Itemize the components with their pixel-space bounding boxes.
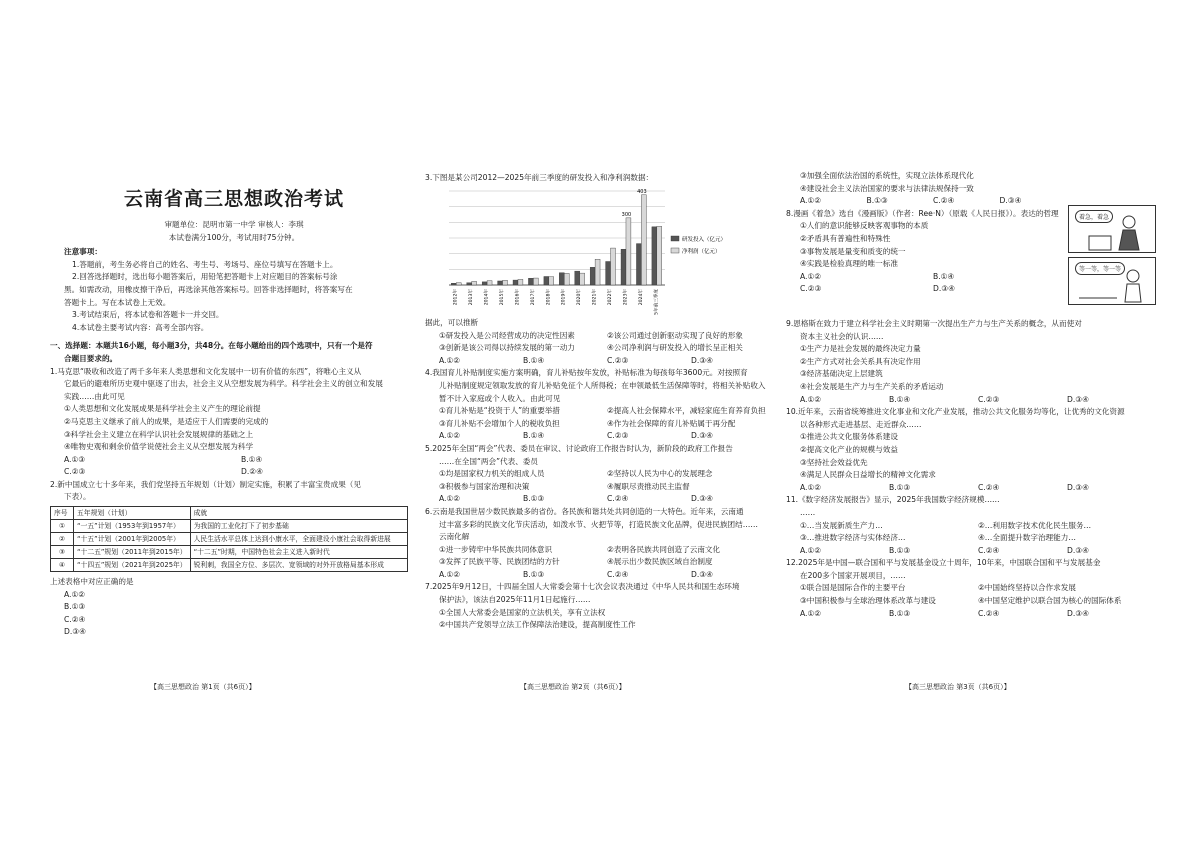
question-text: 5.2025年全国“两会”代表、委员在审议、讨论政府工作报告时认为，新阶段的政府工作报告 — [425, 443, 733, 453]
question-5 — [425, 443, 775, 506]
choice-item: ④作为社会保障的育儿补贴属于再分配 — [607, 418, 736, 428]
choice-item: ④…全面提升数字治理能力… — [978, 533, 1076, 543]
option-d: D.③④ — [1067, 394, 1089, 404]
question-text: …… — [800, 507, 816, 517]
table-cell: 为我国的工业化打下了初步基础 — [190, 520, 407, 533]
question-text: 资本主义社会的认识…… — [800, 331, 884, 341]
choice-row — [786, 582, 1156, 595]
choice-row — [425, 405, 775, 418]
question-text: ……在全国“两会”代表、委员 — [439, 456, 538, 466]
option-c: C.②③ — [607, 355, 629, 365]
choice-item: ①…当发展新质生产力… — [800, 520, 883, 530]
table-header: 成就 — [190, 507, 407, 520]
page-footer-2: 【高三思想政治 第2页（共6页）】 — [520, 683, 626, 691]
question-text: 7.2025年9月12日，十四届全国人大常委会第十七次会议表决通过《中华人民共和国生态环境 — [425, 582, 740, 592]
option-b: B.①③ — [889, 482, 911, 492]
choice-item: ④公司净利润与研发投入的增长呈正相关 — [607, 343, 743, 353]
choice-item: ③发挥了民族平等、民族团结的方针 — [439, 557, 560, 567]
bar — [513, 280, 518, 285]
choice-item: ②…利用数字技术优化民生服务… — [978, 520, 1092, 530]
tick-label: 2025年前三季度 — [654, 289, 660, 315]
question-text: 在200多个国家开展项目，…… — [800, 570, 906, 580]
bar — [544, 276, 549, 285]
table-row — [51, 520, 408, 533]
section-heading: 一、选择题：本题共16小题，每小题3分，共48分。在每小题给出的四个选项中，只有一个是符 — [50, 341, 373, 351]
choice-item: ②矛盾具有普遍性和特殊性 — [800, 233, 891, 243]
option-a: A.①② — [800, 196, 822, 206]
option-b: B.①③ — [866, 196, 888, 206]
bar — [451, 283, 456, 285]
question-8 — [786, 208, 1066, 296]
answer-options — [425, 430, 775, 443]
option-c: C.②③ — [64, 467, 86, 477]
question-stem: 上述表格中对应正确的是 — [50, 577, 134, 587]
option-c: C.②④ — [607, 494, 629, 504]
choice-row — [786, 532, 1156, 545]
tick-label: 2013年 — [469, 289, 475, 306]
choice-row — [425, 342, 775, 355]
exam-meta: 审题单位：昆明市第一中学 审核人：李琪 — [164, 220, 304, 229]
bar — [595, 259, 600, 285]
notice-item: 3.考试结束后，将本试卷和答题卡一并交回。 — [72, 310, 224, 320]
speech-bubble: 等一等，等一等 — [1075, 262, 1125, 275]
option-d: D.③④ — [691, 355, 713, 365]
answer-options — [425, 355, 775, 368]
question-text: 暂不计入家庭或个人收入。由此可见 — [439, 393, 561, 403]
notice-heading: 注意事项： — [64, 247, 102, 257]
five-year-plan-table — [50, 506, 408, 572]
choice-row — [425, 468, 775, 481]
table-cell: ④ — [51, 559, 74, 572]
choice-item: ②生产方式对社会关系具有决定作用 — [800, 356, 921, 366]
bar — [528, 278, 533, 285]
page-footer-3: 【高三思想政治 第3页（共6页）】 — [905, 683, 1011, 691]
question-2 — [50, 479, 418, 639]
question-7 — [425, 581, 775, 631]
question-text: 下表）。 — [64, 492, 91, 502]
choice-item: ④唯物史观和剩余价值学说使社会主义从空想发展为科学 — [64, 442, 254, 452]
choice-item: ④中国坚定维护以联合国为核心的国际体系 — [978, 596, 1122, 606]
bar — [580, 273, 585, 285]
question-9 — [786, 318, 1156, 406]
tick-label: 2015年 — [500, 289, 505, 306]
choice-item: ④满足人民群众日益增长的精神文化需求 — [800, 470, 936, 480]
option-a: A.①② — [800, 271, 822, 281]
bar — [636, 244, 641, 285]
table-cell: 人民生活水平总体上达到小康水平，全面建设小康社会取得新进展 — [190, 533, 407, 546]
bar — [606, 262, 611, 286]
choice-item: ②中国共产党领导立法工作保障法治建设，提高制度性工作 — [439, 620, 636, 630]
table-header: 序号 — [51, 507, 74, 520]
choice-row — [425, 544, 775, 557]
choice-item: ②表明各民族共同创造了云南文化 — [607, 544, 721, 554]
option-a: A.①② — [439, 355, 461, 365]
answer-options — [786, 394, 1156, 407]
notice-item: 2.回答选择题时，选出每小题答案后，用铅笔把答题卡上对应题目的答案标号涂 — [72, 272, 338, 282]
option-d: D.③④ — [691, 494, 713, 504]
tick-label: 2020年 — [577, 289, 583, 306]
notice-item: 1.答题前，考生务必将自己的姓名、考生号、考场号、座位号填写在答题卡上。 — [72, 259, 338, 269]
choice-item: ②坚持以人民为中心的发展理念 — [607, 469, 713, 479]
question-text: 10.近年来，云南省统筹推进文化事业和文化产业发展，推动公共文化服务均等化，让优秀的文化资源 — [786, 407, 1125, 417]
option-a: A.①③ — [64, 454, 86, 464]
table-cell: “十四五”规划（2021年到2025年） — [74, 559, 191, 572]
exam-title: 云南省高三思想政治考试 — [123, 188, 344, 210]
choice-row — [425, 556, 775, 569]
option-c: C.②③ — [978, 394, 1000, 404]
answer-options — [786, 283, 1066, 296]
table-cell: “十二五”时期，中国特色社会主义进入新时代 — [190, 546, 407, 559]
answer-options — [425, 493, 775, 506]
option-d: D.②④ — [241, 467, 263, 477]
choice-item: ②马克思主义继承了前人的成果，是适应于人们需要的完成的 — [64, 416, 269, 426]
notice-item: 黑。如需改动，用橡皮擦干净后，再选涂其他答案标号。回答非选择题时，将答案写在 — [64, 284, 353, 294]
choice-item: ①均是国家权力机关的组成人员 — [439, 469, 545, 479]
question-text: 6.云南是我国世居少数民族最多的省份。各民族和谐共处共同创造的一大特色。近年来，云南通 — [425, 506, 744, 516]
option-c: C.②④ — [978, 545, 1000, 555]
notice-item: 答题卡上。写在本试卷上无效。 — [64, 297, 171, 307]
option-a: A.①② — [800, 482, 822, 492]
table-header: 五年规划（计划） — [74, 507, 191, 520]
choice-item: ③坚持社会效益优先 — [800, 457, 868, 467]
bar — [626, 218, 631, 285]
question-text: 云南化解 — [439, 532, 470, 542]
question-text: 保护法》，该法自2025年11月1日起施行…… — [439, 595, 591, 605]
option-a: A.①② — [439, 569, 461, 579]
notice-item: 4.本试卷主要考试内容：高考全部内容。 — [72, 322, 209, 332]
answer-options — [786, 271, 1066, 284]
option-b: B.①④ — [523, 431, 545, 441]
bar — [549, 277, 554, 285]
tick-label: 2019年 — [561, 289, 567, 306]
option-a: A.①② — [64, 589, 86, 599]
choice-item: ①人类思想和文化发展成果是科学社会主义产生的理论前提 — [64, 404, 261, 414]
bar — [641, 195, 646, 285]
rd-profit-chart — [435, 185, 745, 315]
option-b: B.①③ — [889, 545, 911, 555]
option-b: B.①③ — [64, 602, 86, 612]
bar — [611, 248, 616, 285]
choice-item: ④履职尽责推动民主监督 — [607, 481, 690, 491]
bar — [590, 267, 595, 285]
bar — [564, 273, 569, 285]
chart-svg — [435, 185, 745, 315]
tick-label: 2014年 — [484, 289, 490, 306]
question-text: 儿补贴制度规定领取发放的育儿补贴免征个人所得税；在申领最低生活保障等时，将相关补贴收入 — [439, 380, 766, 390]
option-d: D.③④ — [1067, 545, 1089, 555]
question-11 — [786, 494, 1156, 557]
question-4 — [425, 367, 775, 443]
notice-list — [50, 259, 418, 335]
legend-swatch — [671, 236, 679, 241]
answer-options — [50, 466, 418, 479]
table-cell: 锐利刺，我国全方位、多层次、宽领域的对外开放格局基本形成 — [190, 559, 407, 572]
option-c: C.②④ — [607, 569, 629, 579]
speech-bubble: 着急，着急 — [1075, 210, 1113, 223]
answer-options — [425, 569, 775, 582]
answer-options — [786, 545, 1156, 558]
table-row — [51, 546, 408, 559]
question-6 — [425, 506, 775, 582]
bar — [456, 283, 461, 285]
choice-item: ②提高人社会保障水平，减轻家庭生育养育负担 — [607, 406, 766, 416]
bar — [533, 278, 538, 285]
question-stem: 据此，可以推断 — [425, 318, 479, 327]
option-c: C.②③ — [800, 284, 822, 294]
bar — [498, 281, 503, 285]
choice-item: ①全国人大常委会是国家的立法机关，享有立法权 — [439, 607, 606, 617]
cartoon-illustration — [1068, 205, 1156, 305]
tick-label: 2018年 — [546, 289, 552, 306]
choice-item: ②提高文化产业的规模与效益 — [800, 444, 898, 454]
choice-item: ③创新是该公司得以持续发展的第一动力 — [439, 343, 575, 353]
bar — [575, 271, 580, 285]
bar — [621, 249, 626, 285]
question-text: 它最后的避难所历史观中驱逐了出去，社会主义从空想发展为科学。科学社会主义的创立和发展 — [64, 379, 383, 389]
bar — [487, 281, 492, 285]
choice-item: ①推进公共文化服务体系建设 — [800, 432, 898, 442]
option-b: B.①④ — [933, 271, 955, 281]
choice-item: ④建设社会主义法治国家的要求与法律法规保持一致 — [800, 183, 974, 193]
choice-item: ③…推进数字经济与实体经济… — [800, 533, 906, 543]
option-c: C.②④ — [978, 482, 1000, 492]
tick-label: 2017年 — [530, 289, 536, 306]
option-b: B.①③ — [889, 608, 911, 618]
choice-item: ①联合国是国际合作的主要平台 — [800, 583, 906, 593]
choice-item: ④实践是检验真理的唯一标准 — [800, 259, 898, 269]
option-d: D.③④ — [691, 431, 713, 441]
tick-label: 2022年 — [608, 289, 613, 306]
choice-item: ④展示出少数民族区域自治制度 — [607, 557, 713, 567]
legend-swatch — [671, 248, 679, 253]
choice-row — [425, 418, 775, 431]
question-text: 4.我国育儿补贴制度实施方案明确，育儿补贴按年发放，补贴标准为每孩每年3600元。对按照育 — [425, 368, 748, 378]
bar — [518, 279, 523, 285]
option-b: B.①③ — [523, 569, 545, 579]
choice-item: ①生产力是社会发展的最终决定力量 — [800, 344, 921, 354]
choice-item: ①育儿补贴是“投资于人”的重要举措 — [439, 406, 560, 416]
option-a: A.①② — [439, 431, 461, 441]
table-cell: “十五”计划（2001年到2005年） — [74, 533, 191, 546]
data-label: 300 — [621, 211, 632, 218]
answer-options — [786, 482, 1156, 495]
table-cell: ③ — [51, 546, 74, 559]
choice-item: ③科学社会主义建立在科学认识社会发展规律的基础之上 — [64, 429, 254, 439]
option-c: C.②④ — [978, 608, 1000, 618]
option-b: B.①④ — [523, 355, 545, 365]
option-a: A.①② — [800, 394, 822, 404]
question-text: 2.新中国成立七十多年来，我们党坚持五年规划（计划）制定实施，积累了丰富宝贵成果（见 — [50, 479, 361, 489]
choice-item: ①人们的意识能够反映客观事物的本质 — [800, 221, 929, 231]
option-a: A.①② — [800, 608, 822, 618]
option-b: B.①④ — [889, 394, 911, 404]
option-d: D.③④ — [999, 196, 1022, 206]
option-c: C.②④ — [64, 614, 86, 624]
legend-label: 研发投入（亿元） — [682, 237, 727, 243]
option-d: D.③④ — [691, 569, 713, 579]
choice-item: ③事物发展是量变和质变的统一 — [800, 246, 906, 256]
bar — [467, 283, 472, 285]
choice-item: ③加强全面依法治国的系统性，实现立法体系现代化 — [800, 171, 974, 180]
question-text: 过丰富多彩的民族文化节庆活动，如泼水节、火把节等，打造民族文化品牌，促进民族团结…… — [439, 519, 758, 529]
bar — [482, 282, 487, 285]
table-cell: “一五”计划（1953年到1957年） — [74, 520, 191, 533]
choice-item: ③积极参与国家治理和决策 — [439, 481, 530, 491]
bar — [472, 281, 477, 285]
cartoon-panel-2 — [1068, 257, 1156, 305]
question-text: 8.漫画《着急》选自《漫画版》（作者：Ree·N）（原载《人民日报》）。表达的哲理 — [786, 208, 1059, 218]
choice-item: ③经济基础决定上层建筑 — [800, 369, 883, 379]
figure-icon — [1069, 206, 1155, 252]
option-d: D.③④ — [64, 627, 86, 637]
choice-item: ④社会发展是生产力与生产关系的矛盾运动 — [800, 381, 944, 391]
option-a: A.①② — [800, 545, 822, 555]
choice-item: ①研发投入是公司经营成功的决定性因素 — [439, 330, 575, 340]
figure-icon — [1069, 258, 1155, 304]
choice-row — [786, 595, 1156, 608]
table-cell: ① — [51, 520, 74, 533]
tick-label: 2023年 — [623, 289, 629, 306]
exam-page-3-lower — [786, 318, 1156, 853]
question-1 — [50, 366, 418, 479]
question-text: 1.马克思“吸收和改造了两千多年来人类思想和文化发展中一切有价值的东西”，将唯心主义从 — [50, 366, 362, 376]
option-c: C.②③ — [607, 431, 629, 441]
answer-options — [786, 195, 1066, 208]
option-b: B.①③ — [523, 494, 545, 504]
option-d: D.③④ — [1067, 482, 1089, 492]
page-footer-1: 【高三思想政治 第1页（共6页）】 — [150, 683, 256, 691]
tick-label: 2016年 — [515, 289, 521, 306]
choice-item: ①进一步铸牢中华民族共同体意识 — [439, 544, 553, 554]
question-text: 9.恩格斯在致力于建立科学社会主义时期第一次提出生产力与生产关系的概念，从而使对 — [786, 319, 1082, 328]
choice-row — [425, 481, 775, 494]
tick-label: 2024年 — [638, 289, 644, 306]
bar — [559, 273, 564, 285]
choice-item: ②该公司通过创新驱动实现了良好的形象 — [607, 330, 743, 340]
option-a: A.①② — [439, 494, 461, 504]
legend-label: 净利润（亿元） — [682, 249, 721, 255]
question-text: 以各种形式走进基层、走近群众…… — [800, 419, 922, 429]
bar — [652, 227, 657, 285]
question-3-text: 3.下图是某公司2012—2025年前三季度的研发投入和净利润数据： — [425, 173, 654, 182]
choice-item: ③中国积极参与全球治理体系改革与建设 — [800, 596, 936, 606]
exam-info: 本试卷满分100分，考试用时75分钟。 — [168, 232, 300, 242]
question-text: 11.《数字经济发展报告》显示，2025年我国数字经济规模…… — [786, 495, 1000, 505]
bar — [657, 226, 662, 285]
answer-options — [786, 608, 1156, 621]
answer-options — [50, 454, 418, 467]
choice-item: ③育儿补贴不会增加个人的税收负担 — [439, 418, 560, 428]
table-row — [51, 559, 408, 572]
choice-row — [425, 330, 775, 343]
tick-label: 2021年 — [592, 289, 598, 306]
tick-label: 2012年 — [453, 289, 459, 306]
option-b: B.①④ — [241, 454, 263, 464]
question-text: 实践……由此可见 — [64, 391, 125, 401]
bar — [503, 280, 508, 285]
question-10 — [786, 406, 1156, 494]
data-label: 403 — [637, 188, 647, 195]
question-text: 12.2025年是中国—联合国和平与发展基金设立十周年，10年来，中国联合国和平与发展基金 — [786, 558, 1101, 568]
question-12 — [786, 557, 1156, 620]
exam-page-2 — [425, 172, 775, 707]
exam-page-1 — [50, 160, 418, 695]
option-c: C.②④ — [933, 196, 955, 206]
choice-row — [786, 520, 1156, 533]
table-cell: “十二五”规划（2011年到2015年） — [74, 546, 191, 559]
cartoon-panel-1 — [1068, 205, 1156, 253]
option-d: D.③④ — [1067, 608, 1089, 618]
section-heading-cont: 合题目要求的。 — [64, 353, 118, 363]
option-d: D.③④ — [933, 284, 955, 294]
table-cell: ② — [51, 533, 74, 546]
choice-item: ②中国始终坚持以合作求发展 — [978, 583, 1076, 593]
table-row — [51, 533, 408, 546]
